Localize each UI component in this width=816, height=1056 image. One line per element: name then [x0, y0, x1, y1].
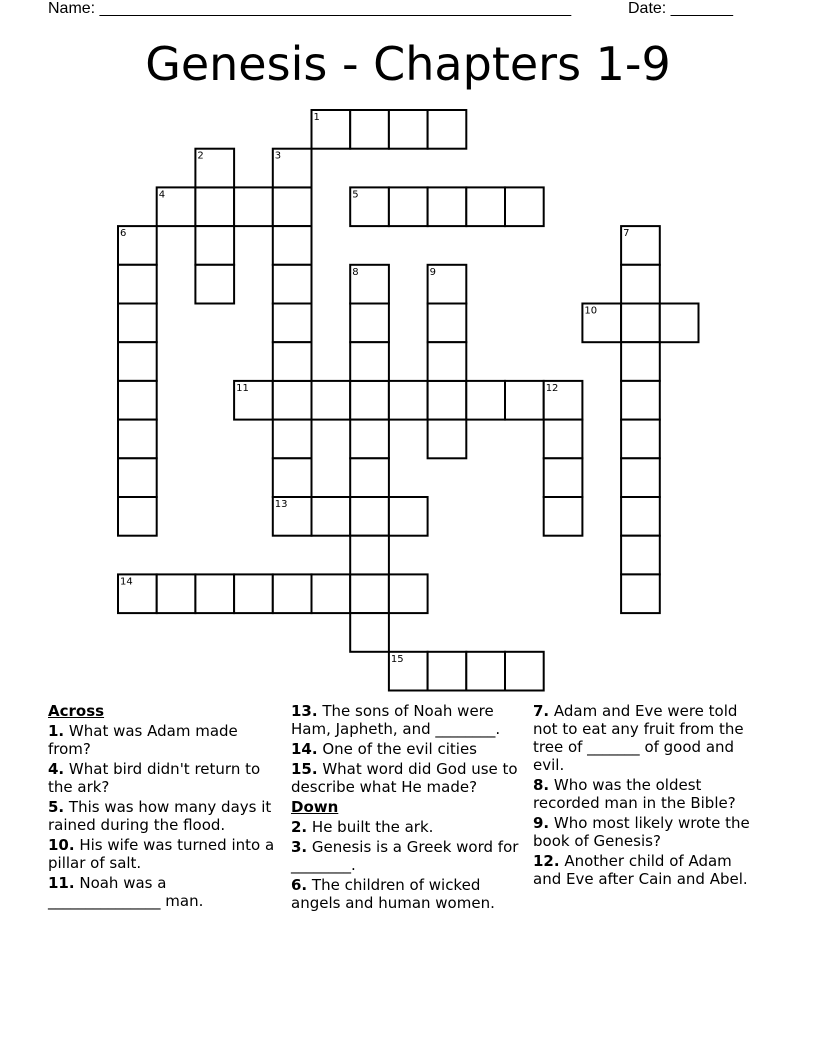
clue-text: Adam and Eve were told not to eat any fruit from the tree of _______ of good and evil. [533, 702, 744, 774]
grid-cell[interactable] [234, 187, 273, 226]
clue-text: The children of wicked angels and human women. [291, 876, 495, 912]
clue-text: One of the evil cities [317, 740, 477, 758]
grid-cell-number: 6 [120, 228, 127, 240]
grid-cell[interactable] [621, 497, 660, 536]
grid-cell[interactable] [350, 613, 389, 652]
grid-cell[interactable] [505, 381, 544, 420]
clue-item [291, 760, 519, 796]
grid-cell[interactable] [350, 497, 389, 536]
grid-cell[interactable] [389, 187, 428, 226]
grid-cell[interactable] [621, 458, 660, 497]
grid-cell[interactable] [195, 226, 234, 265]
grid-cell[interactable] [350, 420, 389, 459]
clue-column-2 [291, 702, 519, 914]
grid-cell[interactable] [350, 110, 389, 149]
grid-cell[interactable] [428, 342, 467, 381]
grid-cell[interactable] [428, 187, 467, 226]
grid-cell[interactable] [273, 381, 312, 420]
grid-cell-number: 15 [390, 653, 404, 665]
clue-number: 15. [291, 760, 318, 778]
grid-cell[interactable] [312, 574, 351, 613]
grid-cell-number: 4 [158, 189, 166, 201]
grid-cell[interactable] [195, 265, 234, 304]
clue-text: What bird didn't return to the ark? [48, 760, 261, 796]
clue-number: 13. [291, 702, 318, 720]
grid-cell[interactable] [621, 342, 660, 381]
clue-item [533, 702, 761, 774]
clue-item [48, 798, 276, 834]
grid-cell-number: 3 [274, 150, 282, 162]
grid-cell[interactable] [428, 110, 467, 149]
grid-cell-number: 9 [429, 266, 436, 278]
grid-cell[interactable] [428, 381, 467, 420]
grid-cell[interactable] [118, 342, 157, 381]
clue-text: Another child of Adam and Eve after Cain and Abel. [533, 852, 748, 888]
grid-cell[interactable] [273, 342, 312, 381]
clue-number: 4. [48, 760, 65, 778]
grid-cell[interactable] [195, 574, 234, 613]
clue-text: His wife was turned into a pillar of salt. [48, 836, 275, 872]
name-field-label[interactable]: Name: _____________________________________________________ [48, 0, 572, 17]
grid-cell[interactable] [544, 458, 583, 497]
clue-number: 5. [48, 798, 65, 816]
clue-text: This was how many days it rained during the flood. [48, 798, 272, 834]
clue-item [291, 876, 519, 912]
grid-cell[interactable] [621, 304, 660, 343]
grid-cell[interactable] [428, 652, 467, 691]
clue-column-3 [533, 702, 761, 890]
grid-cell[interactable] [118, 458, 157, 497]
grid-cell[interactable] [350, 536, 389, 575]
grid-cell[interactable] [350, 342, 389, 381]
clue-number: 6. [291, 876, 308, 894]
grid-cell[interactable] [273, 420, 312, 459]
grid-cell-number: 13 [274, 499, 288, 510]
clue-item [533, 776, 761, 812]
clue-text: He built the ark. [307, 818, 434, 836]
grid-cell[interactable] [621, 536, 660, 575]
grid-cell[interactable] [544, 497, 583, 536]
grid-cell[interactable] [350, 381, 389, 420]
clue-number: 2. [291, 818, 308, 836]
grid-cell[interactable] [505, 652, 544, 691]
grid-cell[interactable] [621, 265, 660, 304]
grid-cell[interactable] [621, 420, 660, 459]
grid-cell[interactable] [118, 420, 157, 459]
clue-section-heading: Across [48, 702, 105, 720]
grid-cell[interactable] [466, 381, 505, 420]
grid-cell-number: 14 [120, 576, 133, 588]
clue-item [48, 760, 276, 796]
grid-cell[interactable] [195, 187, 234, 226]
clue-item [291, 740, 519, 758]
grid-cell[interactable] [273, 187, 312, 226]
grid-cell[interactable] [118, 265, 157, 304]
clue-column-1 [48, 702, 276, 912]
clue-text: Who was the oldest recorded man in the Bible? [533, 776, 736, 812]
grid-cell[interactable] [273, 265, 312, 304]
grid-cell[interactable] [273, 458, 312, 497]
grid-cell-number: 10 [584, 305, 598, 317]
clue-number: 12. [533, 852, 560, 870]
grid-cell[interactable] [273, 304, 312, 343]
grid-cell[interactable] [466, 187, 505, 226]
grid-cell-number: 8 [352, 266, 359, 278]
grid-cell[interactable] [118, 381, 157, 420]
grid-cell[interactable] [389, 497, 428, 536]
clue-text: Who most likely wrote the book of Genesis? [533, 814, 750, 850]
grid-cell-number: 12 [545, 382, 559, 394]
grid-cell[interactable] [505, 187, 544, 226]
clue-section-heading: Down [291, 798, 339, 816]
clue-item [291, 838, 519, 874]
grid-cell[interactable] [544, 420, 583, 459]
clue-item [48, 722, 276, 758]
grid-cell[interactable] [312, 381, 351, 420]
clue-item [533, 814, 761, 850]
clue-text: What was Adam made from? [48, 722, 238, 758]
grid-cell[interactable] [157, 574, 196, 613]
clue-number: 11. [48, 874, 75, 892]
clue-number: 9. [533, 814, 550, 832]
grid-cell[interactable] [428, 420, 467, 459]
clue-item [291, 818, 519, 836]
grid-cell[interactable] [350, 574, 389, 613]
grid-cell[interactable] [350, 458, 389, 497]
date-field-label[interactable]: Date: _______ [628, 0, 733, 17]
grid-cell[interactable] [621, 574, 660, 613]
clue-item [48, 836, 276, 872]
grid-cell-number: 5 [352, 189, 359, 201]
grid-cell-number: 7 [623, 228, 630, 240]
grid-cell[interactable] [312, 497, 351, 536]
clue-text: Genesis is a Greek word for ________. [291, 838, 519, 874]
clue-number: 7. [533, 702, 550, 720]
grid-cell-number: 1 [313, 112, 320, 123]
grid-cell[interactable] [621, 381, 660, 420]
clue-number: 14. [291, 740, 318, 758]
grid-cell[interactable] [273, 574, 312, 613]
clue-item [291, 702, 519, 738]
clue-item [48, 874, 276, 910]
grid-cell[interactable] [389, 110, 428, 149]
grid-cell[interactable] [466, 652, 505, 691]
clue-number: 1. [48, 722, 65, 740]
clue-number: 3. [291, 838, 308, 856]
page-title: Genesis - Chapters 1-9 [145, 37, 671, 91]
clue-number: 10. [48, 836, 75, 854]
grid-cell[interactable] [389, 574, 428, 613]
grid-cell[interactable] [389, 381, 428, 420]
clue-text: The sons of Noah were Ham, Japheth, and ________. [291, 702, 501, 738]
clue-text: What word did God use to describe what He made? [291, 760, 518, 796]
grid-cell[interactable] [660, 304, 699, 343]
clue-item [533, 852, 761, 888]
grid-cell-number: 11 [236, 382, 249, 394]
grid-cell[interactable] [428, 304, 467, 343]
clue-number: 8. [533, 776, 550, 794]
grid-cell[interactable] [350, 304, 389, 343]
grid-cell[interactable] [234, 574, 273, 613]
grid-cell[interactable] [118, 497, 157, 536]
grid-cell-number: 2 [197, 150, 204, 162]
grid-cell[interactable] [273, 226, 312, 265]
grid-cell[interactable] [118, 304, 157, 343]
clue-text: Noah was a _______________ man. [48, 874, 204, 910]
